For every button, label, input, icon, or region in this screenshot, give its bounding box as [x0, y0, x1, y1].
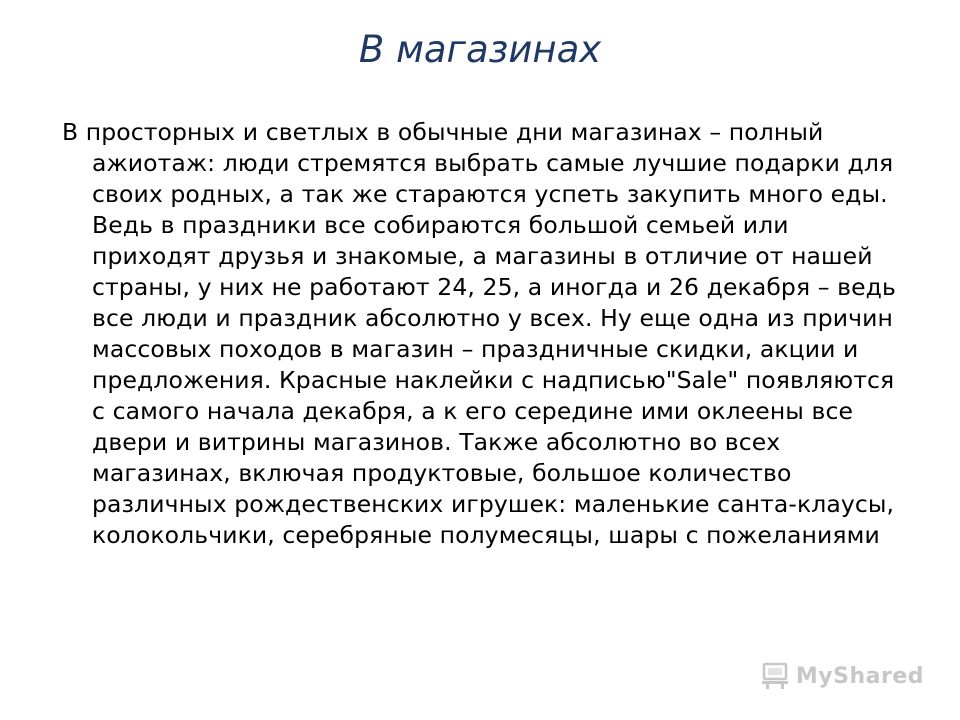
watermark [760, 662, 924, 690]
classroom-board-icon [760, 662, 790, 690]
slide-title: В магазинах [358, 28, 602, 71]
watermark-text: MyShared [795, 663, 924, 689]
slide-paragraph: В просторных и светлых в обычные дни магазинах – полный ажиотаж: люди стремятся выбрать самые лучшие подарки для своих родных, а так же стараются успеть закупить много еды. Ведь в праздники все собираются большой семьей или приходят друзья и знакомые, а магазины в отличие от нашей страны, у них не работают 24, 25, а иногда и 26 декабря – ведь все люди и праздник абсолютно у всех. Ну еще одна из причин массовых походов в магазин – праздничные скидки, акции и предложения. Красные наклейки с надписью"Sale" появляются с самого начала декабря, а к его середине ими оклеены все двери и витрины магазинов. Также абсолютно во всех магазинах, включая продуктовые, большое количество различных рождественских игрушек: маленькие санта-клаусы, колокольчики, серебряные полумесяцы, шары с пожеланиями [62, 118, 896, 549]
